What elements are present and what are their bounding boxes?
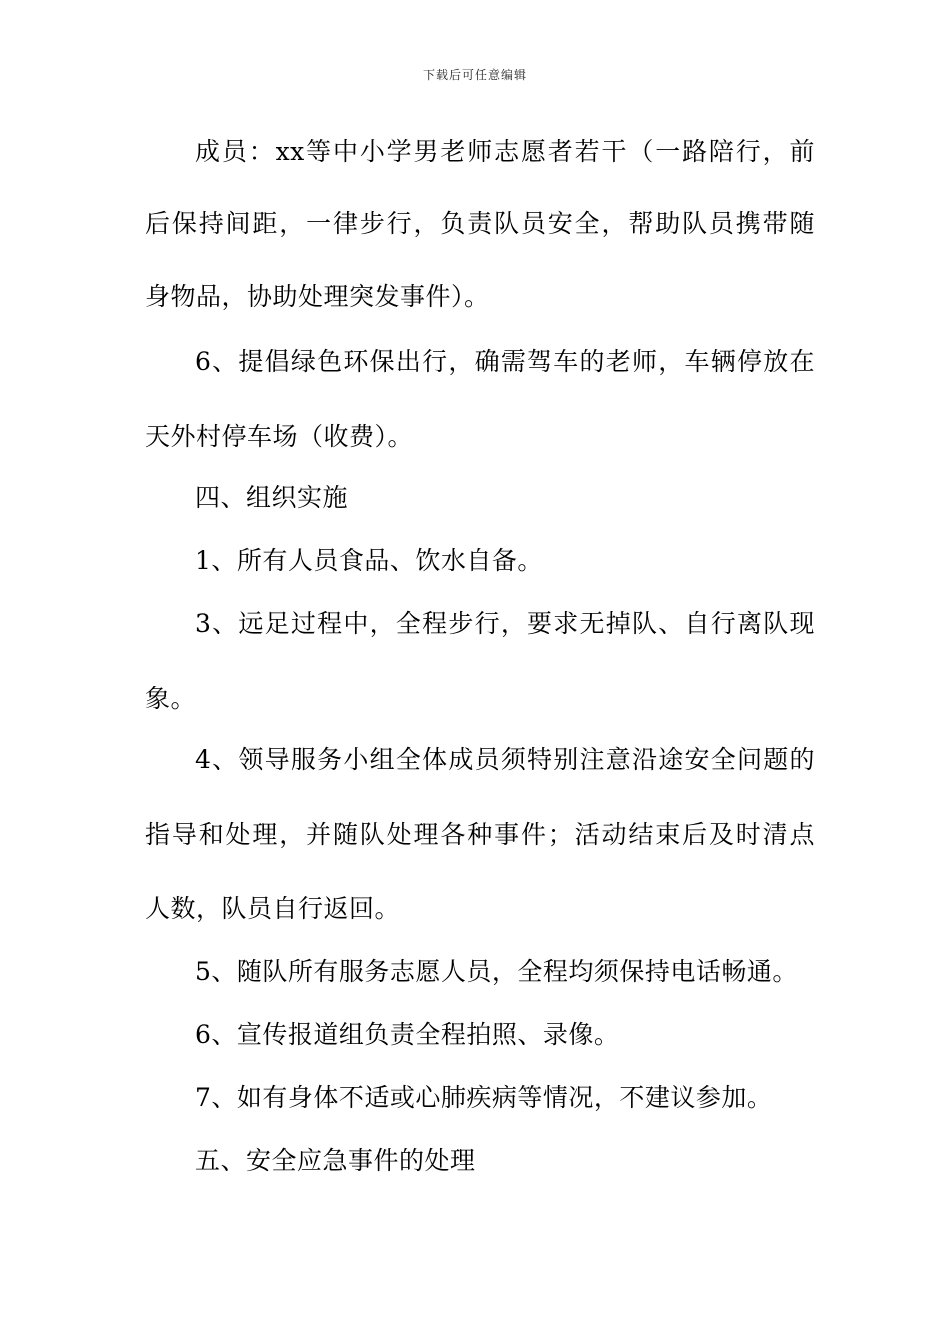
text-line: 人数，队员自行返回。 [145, 894, 401, 923]
text-line: 成员：xx等中小学男老师志愿者若干（一路陪行，前 [195, 137, 815, 166]
text-line: 5、随队所有服务志愿人员，全程均须保持电话畅通。 [195, 957, 798, 986]
text-line: 4、领导服务小组全体成员须特别注意沿途安全问题的 [195, 745, 815, 774]
section-heading: 五、安全应急事件的处理 [195, 1146, 476, 1175]
text-line: 身物品，协助处理突发事件）。 [145, 282, 490, 311]
text-line: 天外村停车场（收费）。 [145, 422, 414, 451]
text-line: 6、宣传报道组负责全程拍照、录像。 [195, 1020, 620, 1049]
text-line: 象。 [145, 684, 197, 713]
section-heading: 四、组织实施 [195, 483, 349, 512]
text-line: 7、如有身体不适或心肺疾病等情况，不建议参加。 [195, 1083, 773, 1112]
text-line: 指导和处理，并随队处理各种事件；活动结束后及时清点 [145, 820, 815, 849]
page-header: 下载后可任意编辑 [422, 68, 527, 82]
text-line: 1、所有人员食品、饮水自备。 [195, 546, 543, 575]
text-line: 3、远足过程中，全程步行，要求无掉队、自行离队现 [195, 609, 815, 638]
text-line: 后保持间距，一律步行，负责队员安全，帮助队员携带随 [145, 209, 815, 238]
text-line: 6、提倡绿色环保出行，确需驾车的老师，车辆停放在 [195, 347, 815, 376]
